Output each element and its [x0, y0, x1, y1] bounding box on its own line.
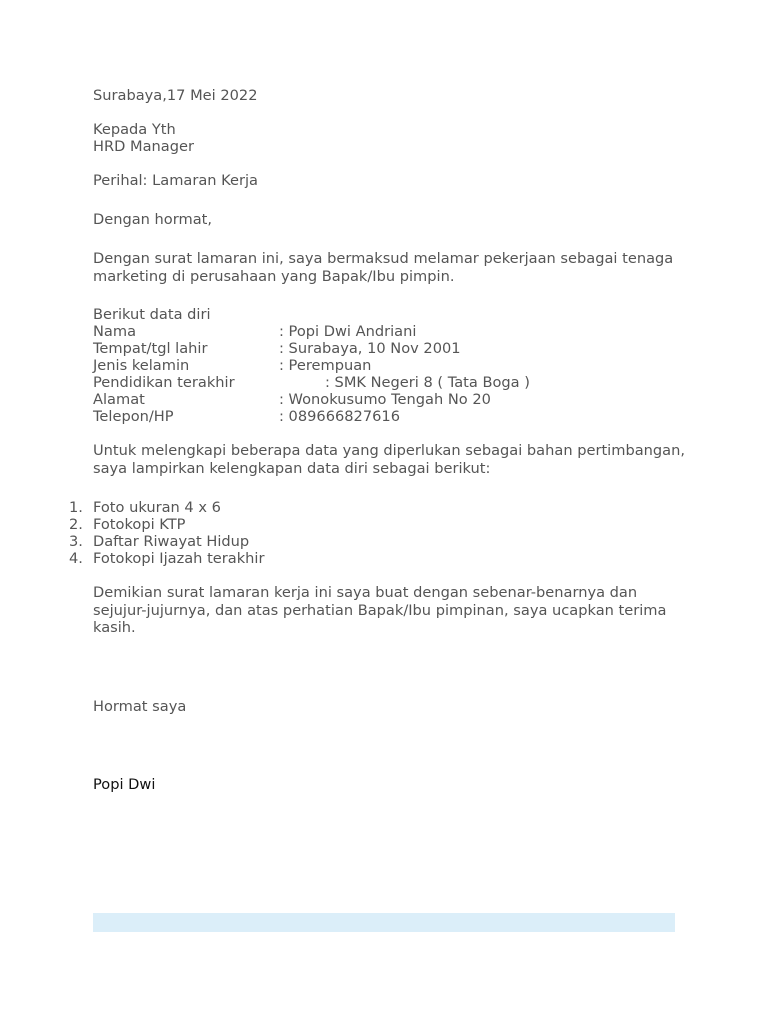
list-text: Daftar Riwayat Hidup: [93, 533, 250, 550]
place-date: Surabaya,17 Mei 2022: [93, 87, 258, 104]
bio-label: Pendidikan terakhir: [93, 374, 235, 391]
bio-row-gender: [93, 357, 693, 374]
greeting: Dengan hormat,: [93, 211, 213, 228]
bio-row-name: [93, 323, 693, 340]
list-item: [69, 550, 693, 567]
bio-label: Alamat: [93, 391, 145, 408]
letter-body: [69, 87, 693, 793]
subject-line: Perihal: Lamaran Kerja: [93, 172, 258, 189]
intro-paragraph: Dengan surat lamaran ini, saya bermaksud melamar pekerjaan sebagai tenaga marketing di perusahaan yang Bapak/Ibu pimpin.: [93, 250, 674, 285]
closing-paragraph: Demikian surat lamaran kerja ini saya buat dengan sebenar-benarnya dan sejujur-jujurnya, dan atas perhatian Bapak/Ibu pimpinan, saya ucapkan terima kasih.: [93, 584, 667, 636]
list-number: 1.: [69, 499, 83, 516]
list-text: Fotokopi KTP: [93, 516, 186, 533]
bio-value: : Popi Dwi Andriani: [279, 323, 417, 340]
bio-value: : Perempuan: [279, 357, 372, 374]
bio-value: : SMK Negeri 8 ( Tata Boga ): [325, 374, 530, 391]
bio-row-address: [93, 391, 693, 408]
signature-name: Popi Dwi: [93, 775, 156, 793]
bio-row-education: [93, 374, 693, 391]
bio-row-phone: [93, 408, 693, 425]
bio-label: Tempat/tgl lahir: [93, 340, 208, 357]
personal-data-section: [93, 306, 693, 425]
list-number: 4.: [69, 550, 83, 567]
personal-data-heading: Berikut data diri: [93, 306, 211, 323]
list-item: [69, 499, 693, 516]
bio-row-birth: [93, 340, 693, 357]
list-number: 2.: [69, 516, 83, 533]
bio-label: Jenis kelamin: [93, 357, 190, 374]
bio-label: Nama: [93, 323, 137, 340]
bio-value: : Surabaya, 10 Nov 2001: [279, 340, 461, 357]
recipient-line-2: HRD Manager: [93, 138, 194, 155]
attachment-list: [69, 499, 693, 567]
bio-value: : Wonokusumo Tengah No 20: [279, 391, 491, 408]
list-item: [69, 533, 693, 550]
bio-label: Telepon/HP: [93, 408, 174, 425]
list-text: Foto ukuran 4 x 6: [93, 499, 221, 516]
list-text: Fotokopi Ijazah terakhir: [93, 550, 265, 567]
bio-value: : 089666827616: [279, 408, 400, 425]
attachments-intro: Untuk melengkapi beberapa data yang diperlukan sebagai bahan pertimbangan, saya lampirkan kelengkapan data diri sebagai berikut:: [93, 442, 685, 477]
list-item: [69, 516, 693, 533]
sign-off: Hormat saya: [93, 697, 187, 715]
footer-banner: [93, 913, 675, 932]
recipient-line-1: Kepada Yth: [93, 121, 176, 138]
list-number: 3.: [69, 533, 83, 550]
